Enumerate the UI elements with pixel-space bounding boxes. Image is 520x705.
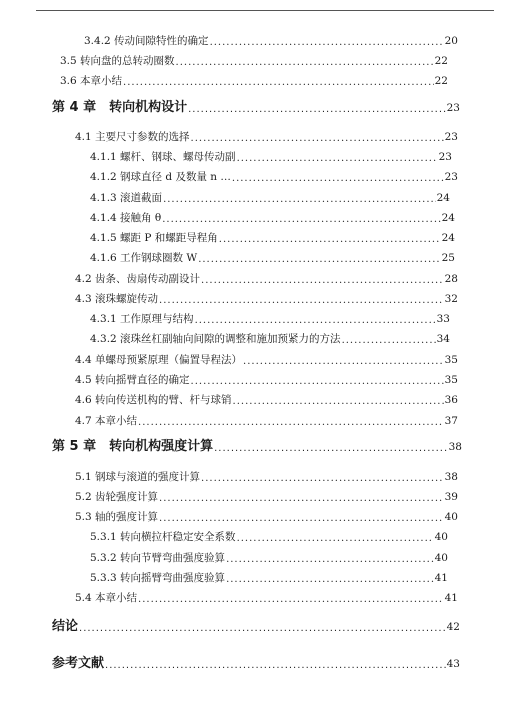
toc-leader-dots (159, 491, 444, 502)
toc-entry-4-3[interactable] (75, 292, 458, 306)
toc-entry-5-3-3[interactable] (90, 571, 448, 585)
toc-entry-title: 5.3 轴的强度计算 (75, 511, 159, 523)
toc-entry-title: 5.4 本章小结 (75, 592, 138, 604)
toc-entry-5-3-1[interactable] (90, 530, 448, 544)
toc-entry-title: 4.1.5 螺距 P 和螺距导程角 (90, 232, 218, 244)
toc-chapter-page: 23 (446, 102, 460, 114)
toc-entry-title: 4.4 单螺母预紧原理（偏置导程法） (75, 354, 243, 366)
toc-leader-dots (219, 232, 441, 243)
toc-entry-4-1-4[interactable] (90, 211, 455, 225)
toc-leader-dots (176, 55, 434, 66)
toc-leader-dots (233, 394, 444, 405)
toc-entry-title: 3.4.2 传动间隙特性的确定 (84, 35, 209, 47)
toc-entry-page: 39 (444, 491, 458, 503)
toc-leader-dots (195, 313, 436, 324)
toc-entry-4-2[interactable] (75, 272, 458, 286)
toc-entry-title: 4.3.2 滚珠丝杠副轴向间隙的调整和施加预紧力的方法 (90, 333, 341, 345)
toc-entry-page: 40 (444, 511, 458, 523)
toc-entry-4-7[interactable] (75, 414, 458, 428)
toc-entry-title: 4.5 转向摇臂直径的确定 (75, 374, 190, 386)
toc-entry-4-3-2[interactable] (90, 332, 450, 346)
toc-leader-dots (342, 333, 436, 344)
toc-entry-page: 24 (441, 232, 455, 244)
toc-leader-dots (188, 100, 446, 113)
toc-entry-title: 5.1 钢球与滚道的强度计算 (75, 471, 201, 483)
toc-leader-dots (243, 354, 444, 365)
toc-leader-dots (201, 273, 444, 284)
toc-entry-5-4[interactable] (75, 591, 458, 605)
toc-entry-title: 4.1.3 滚道截面 (90, 192, 163, 204)
toc-entry-5-1[interactable] (75, 470, 458, 484)
toc-entry-title: 4.1 主要尺寸参数的选择 (75, 131, 190, 143)
toc-entry-title: 4.1.4 接触角 θ (90, 212, 162, 224)
toc-leader-dots (237, 151, 438, 162)
toc-entry-page: 41 (444, 592, 458, 604)
toc-entry-page: 20 (444, 35, 458, 47)
toc-leader-dots (191, 131, 444, 142)
toc-chapter-page: 43 (446, 658, 460, 670)
header-rule (36, 10, 494, 11)
toc-leader-dots (123, 75, 434, 86)
toc-leader-dots (210, 35, 444, 46)
toc-leader-dots (159, 293, 444, 304)
toc-leader-dots (226, 552, 434, 563)
toc-entry-page: 33 (436, 313, 450, 325)
toc-entry-4-1-3[interactable] (90, 191, 450, 205)
toc-entry-4-1-6[interactable] (90, 251, 455, 265)
toc-entry-page: 28 (444, 273, 458, 285)
toc-entry-title: 5.3.1 转向横拉杆稳定安全系数 (90, 531, 236, 543)
toc-entry-title: 4.1.1 螺杆、钢球、螺母传动副 (90, 151, 236, 163)
toc-entry-page: 22 (434, 55, 448, 67)
toc-chapter-title: 结论 (52, 619, 79, 634)
toc-entry-4-1-2[interactable] (90, 170, 458, 184)
toc-leader-dots (138, 415, 444, 426)
toc-chapter-title: 第 5 章 转向机构强度计算 (52, 439, 214, 454)
toc-entry-title: 3.5 转向盘的总转动圈数 (60, 55, 175, 67)
toc-entry-page: 38 (444, 471, 458, 483)
toc-entry-page: 37 (444, 415, 458, 427)
toc-leader-dots (138, 592, 444, 603)
toc-entry-4-6[interactable] (75, 393, 458, 407)
toc-entry-title: 4.3 滚珠螺旋传动 (75, 293, 159, 305)
toc-leader-dots (226, 572, 434, 583)
toc-chapter-title: 第 4 章 转向机构设计 (52, 100, 188, 115)
toc-entry-page: 24 (441, 212, 455, 224)
toc-entry-page: 35 (444, 374, 458, 386)
toc-chapter-title: 参考文献 (52, 656, 105, 671)
toc-entry-title: 4.7 本章小结 (75, 415, 138, 427)
toc-entry-title: 4.1.6 工作钢球圈数 W (90, 252, 198, 264)
toc-leader-dots (198, 252, 440, 263)
toc-entry-4-4[interactable] (75, 353, 458, 367)
toc-entry-4-3-1[interactable] (90, 312, 450, 326)
toc-entry-page: 41 (434, 572, 448, 584)
toc-leader-dots (163, 192, 436, 203)
toc-entry-title: 5.2 齿轮强度计算 (75, 491, 159, 503)
toc-entry-title: 4.2 齿条、齿扇传动副设计 (75, 273, 201, 285)
toc-entry-5-2[interactable] (75, 490, 458, 504)
toc-entry-3-5[interactable] (60, 54, 448, 68)
toc-entry-page: 23 (444, 171, 458, 183)
toc-leader-dots (191, 374, 444, 385)
toc-entry-page: 25 (441, 252, 455, 264)
toc-entry-5-3-2[interactable] (90, 551, 448, 565)
toc-entry-3-4-2[interactable] (84, 34, 458, 48)
toc-conclusion[interactable] (52, 618, 460, 636)
toc-entry-page: 35 (444, 354, 458, 366)
toc-entry-page: 34 (436, 333, 450, 345)
toc-chapter-5[interactable] (52, 438, 462, 456)
toc-entry-4-5[interactable] (75, 373, 458, 387)
toc-references[interactable] (52, 655, 460, 673)
toc-entry-title: 5.3.2 转向节臂弯曲强度验算 (90, 552, 226, 564)
toc-entry-page: 32 (444, 293, 458, 305)
toc-leader-dots (232, 171, 444, 182)
toc-entry-3-6[interactable] (60, 74, 448, 88)
toc-entry-title: 4.6 转向传送机构的臂、杆与球销 (75, 394, 232, 406)
toc-entry-title: 4.1.2 钢球直径 d 及数量 n … (90, 171, 231, 183)
toc-leader-dots (162, 212, 440, 223)
toc-entry-page: 22 (434, 75, 448, 87)
toc-leader-dots (105, 656, 446, 669)
toc-entry-page: 40 (434, 531, 448, 543)
toc-entry-title: 5.3.3 转向摇臂弯曲强度验算 (90, 572, 226, 584)
toc-entry-4-1[interactable] (75, 130, 458, 144)
toc-chapter-4[interactable] (52, 99, 460, 117)
toc-entry-4-1-1[interactable] (90, 150, 452, 164)
toc-entry-page: 36 (444, 394, 458, 406)
toc-leader-dots (237, 531, 434, 542)
toc-entry-5-3[interactable] (75, 510, 458, 524)
toc-entry-title: 3.6 本章小结 (60, 75, 123, 87)
toc-entry-page: 23 (438, 151, 452, 163)
toc-leader-dots (201, 471, 444, 482)
toc-leader-dots (159, 511, 444, 522)
toc-entry-title: 4.3.1 工作原理与结构 (90, 313, 194, 325)
toc-entry-4-1-5[interactable] (90, 231, 455, 245)
toc-chapter-page: 38 (448, 441, 462, 453)
toc-chapter-page: 42 (446, 621, 460, 633)
toc-leader-dots (79, 619, 446, 632)
toc-entry-page: 40 (434, 552, 448, 564)
toc-entry-page: 24 (436, 192, 450, 204)
toc-leader-dots (214, 439, 448, 452)
toc-entry-page: 23 (444, 131, 458, 143)
